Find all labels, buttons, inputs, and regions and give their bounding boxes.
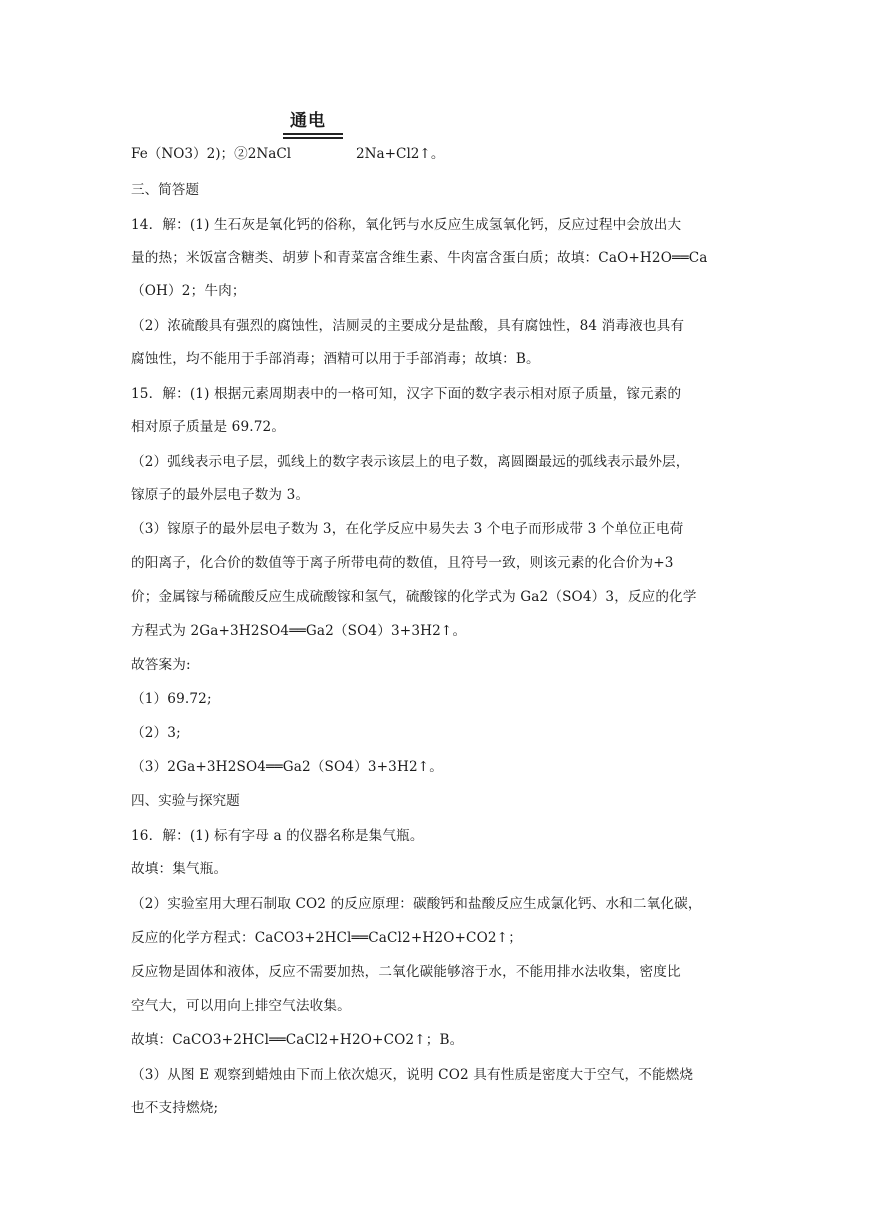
q15-line: 15．解：(1) 根据元素周期表中的一格可知，汉字下面的数字表示相对原子质量，镓元素的 [131,386,682,402]
q15-line: 镓原子的最外层电子数为 3。 [131,487,310,503]
q15-line: 方程式为 2Ga+3H2SO4══Ga2（SO4）3+3H2↑。 [131,623,467,639]
section-heading-short-answer: 三、简答题 [131,182,199,198]
q15-line: 相对原子质量是 69.72。 [131,419,286,435]
q15-line: （2）弧线表示电子层，弧线上的数字表示该层上的电子数，离圆圈最远的弧线表示最外层， [131,454,690,470]
reaction-arrow-line-top [283,133,343,135]
q16-line: （3）从图 E 观察到蜡烛由下而上依次熄灭，说明 CO2 具有性质是密度大于空气，不能燃烧 [131,1067,694,1083]
q15-answer-line: （1）69.72; [131,691,212,707]
q16-line: 也不支持燃烧; [131,1100,219,1116]
q14-line: 腐蚀性，均不能用于手部消毒；酒精可以用于手部消毒；故填：B。 [131,351,540,367]
q15-answer-line: （2）3; [131,725,181,741]
q16-line: 16．解：(1) 标有字母 a 的仪器名称是集气瓶。 [131,828,424,844]
q14-line: （OH）2；牛肉； [131,283,246,299]
q14-line: 14．解：(1) 生石灰是氧化钙的俗称，氧化钙与水反应生成氢氧化钙，反应过程中会放出大 [131,217,682,233]
reaction-arrow-line-bottom [283,137,343,139]
q14-line: （2）浓硫酸具有强烈的腐蚀性，洁厕灵的主要成分是盐酸，具有腐蚀性，84 消毒液也具有 [131,318,685,334]
q16-line: 故填：CaCO3+2HCl══CaCl2+H2O+CO2↑；B。 [131,1032,464,1048]
q15-answer-line: （3）2Ga+3H2SO4══Ga2（SO4）3+3H2↑。 [131,759,444,775]
q14-line: 量的热；米饭富含糖类、胡萝卜和青菜富含维生素、牛肉富含蛋白质；故填：CaO+H2O══Ca [131,250,708,266]
q15-answer-label: 故答案为: [131,657,191,673]
q16-line: 反应的化学方程式：CaCO3+2HCl══CaCl2+H2O+CO2↑； [131,930,522,946]
q15-line: 的阳离子，化合价的数值等于离子所带电荷的数值，且符号一致，则该元素的化合价为+3 [131,555,674,571]
q16-line: 反应物是固体和液体，反应不需要加热，二氧化碳能够溶于水，不能用排水法收集，密度比 [131,964,681,980]
q16-line: 故填：集气瓶。 [131,861,228,877]
equation-right-side: 2Na+Cl2↑。 [356,146,445,162]
q15-line: 价；金属镓与稀硫酸反应生成硫酸镓和氢气，硫酸镓的化学式为 Ga2（SO4）3，反应的化学 [131,589,697,605]
reaction-condition-label: 通电 [290,111,326,131]
q16-line: （2）实验室用大理石制取 CO2 的反应原理：碳酸钙和盐酸反应生成氯化钙、水和二氧化碳， [131,896,702,912]
q16-line: 空气大，可以用向上排空气法收集。 [131,998,351,1014]
q15-line: （3）镓原子的最外层电子数为 3，在化学反应中易失去 3 个电子而形成带 3 个单位正电荷 [131,521,684,537]
equation-left-side: Fe（NO3）2)；②2NaCl [131,146,292,162]
section-heading-experiment: 四、实验与探究题 [131,793,240,809]
